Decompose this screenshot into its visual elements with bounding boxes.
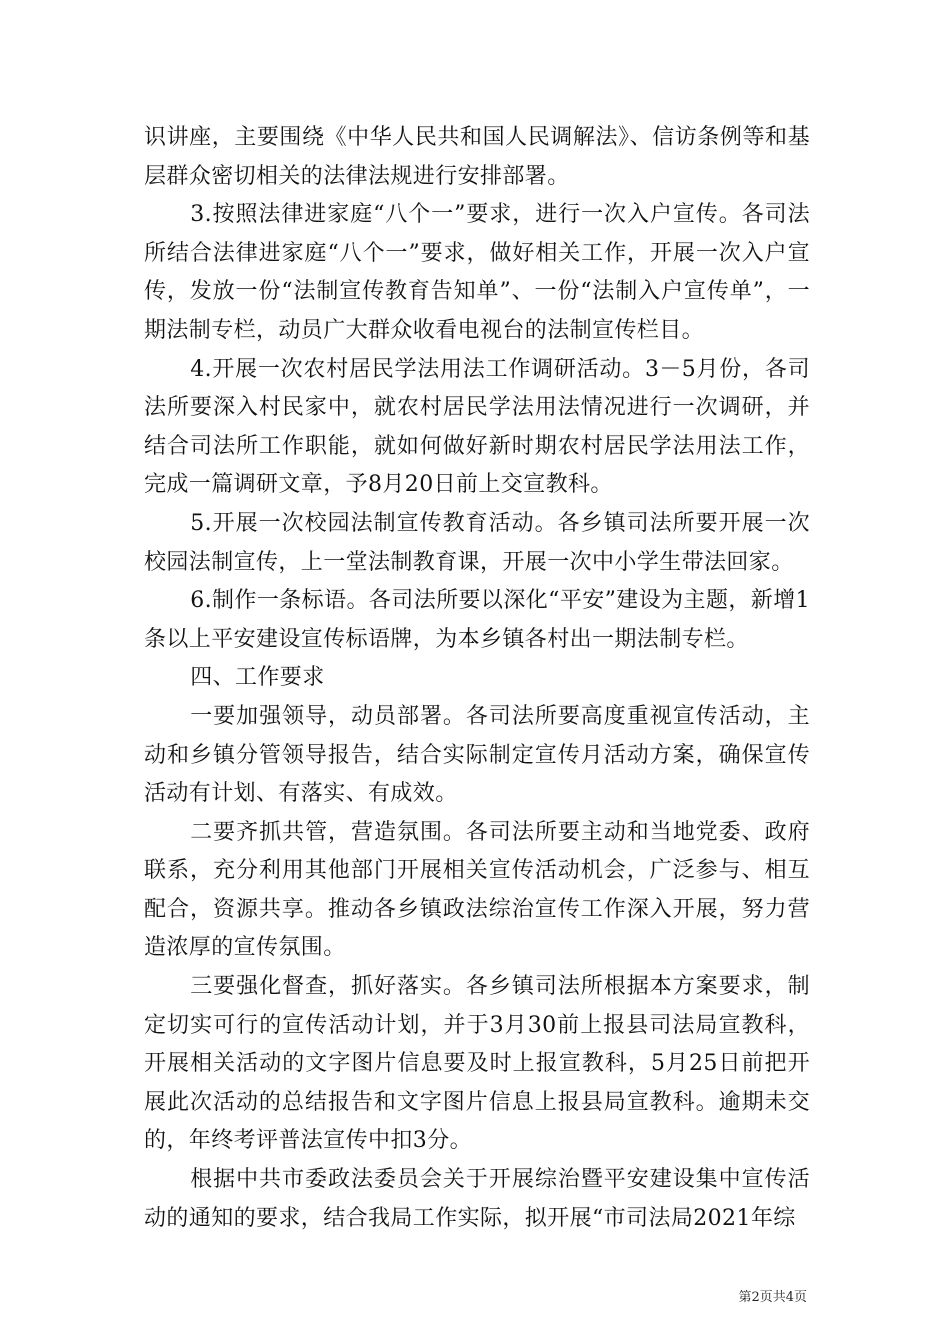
paragraph: 5.开展一次校园法制宣传教育活动。各乡镇司法所要开展一次校园法制宣传，上一堂法制教育课，开展一次中小学生带法回家。 — [144, 510, 810, 575]
paragraph: 一要加强领导，动员部署。各司法所要高度重视宣传活动，主动和乡镇分管领导报告，结合实际制定宣传月活动方案，确保宣传活动有计划、有落实、有成效。 — [144, 703, 810, 807]
document-body — [144, 119, 810, 1238]
paragraph: 4.开展一次农村居民学法用法工作调研活动。3－5月份，各司法所要深入村民家中，就农村居民学法用法情况进行一次调研，并结合司法所工作职能，就如何做好新时期农村居民学法用法工作，完成一篇调研文章，予8月20日前上交宣教科。 — [144, 356, 810, 498]
paragraph: 二要齐抓共管，营造氛围。各司法所要主动和当地党委、政府联系，充分利用其他部门开展相关宣传活动机会，广泛参与、相互配合，资源共享。推动各乡镇政法综治宣传工作深入开展，努力营造浓厚的宣传氛围。 — [144, 819, 810, 961]
paragraph: 三要强化督查，抓好落实。各乡镇司法所根据本方案要求，制定切实可行的宣传活动计划，并于3月30前上报县司法局宣教科，开展相关活动的文字图片信息要及时上报宣教科，5月25日前把开展此次活动的总结报告和文字图片信息上报县局宣教科。逾期未交的，年终考评普法宣传中扣3分。 — [144, 974, 810, 1154]
page-number: 第2页共4页 — [738, 1290, 807, 1305]
page-footer — [0, 1286, 950, 1306]
paragraph: 3.按照法律进家庭“八个一”要求，进行一次入户宣传。各司法所结合法律进家庭“八个一”要求，做好相关工作，开展一次入户宣传，发放一份“法制宣传教育告知单”、一份“法制入户宣传单”，一期法制专栏，动员广大群众收看电视台的法制宣传栏目。 — [144, 202, 810, 343]
paragraph: 6.制作一条标语。各司法所要以深化“平安”建设为主题，新增1条以上平安建设宣传标语牌，为本乡镇各村出一期法制专栏。 — [144, 588, 810, 652]
paragraph: 识讲座，主要围绕《中华人民共和国人民调解法》、信访条例等和基层群众密切相关的法律法规进行安排部署。 — [144, 125, 810, 189]
section-heading: 四、工作要求 — [190, 665, 325, 691]
paragraph: 根据中共市委政法委员会关于开展综治暨平安建设集中宣传活动的通知的要求，结合我局工作实际，拟开展“市司法局2021年综 — [144, 1167, 810, 1231]
